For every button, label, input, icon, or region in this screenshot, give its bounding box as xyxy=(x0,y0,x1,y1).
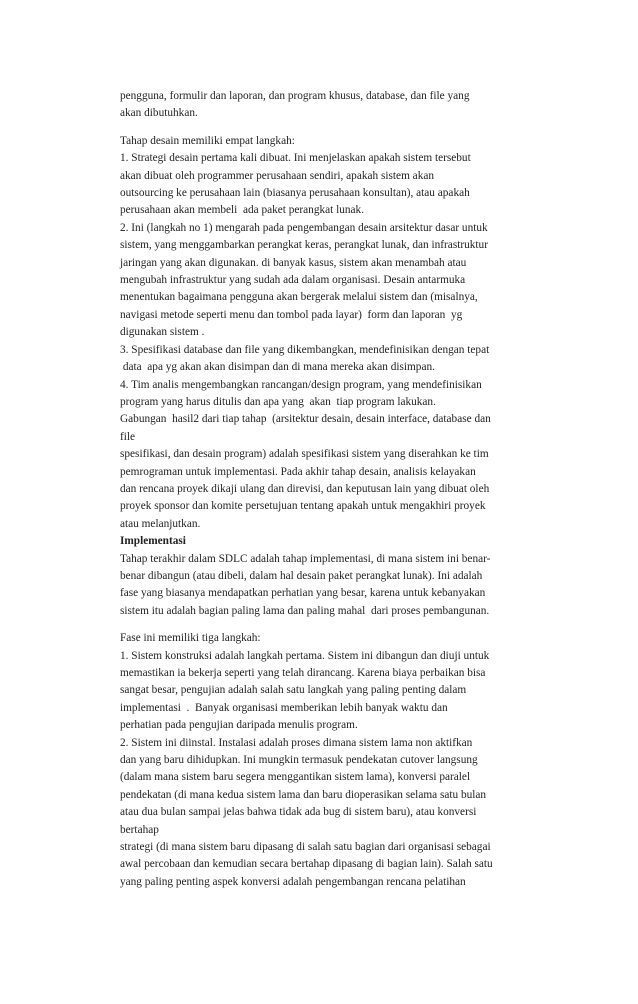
text-line: outsourcing ke perusahaan lain (biasanya perusahaan konsultan), atau apakah xyxy=(120,187,470,200)
text-line: atau melanjutkan. xyxy=(120,517,201,530)
text-line: atau dua bulan sampai jelas bahwa tidak ada bug di sistem baru), atau konversi xyxy=(120,806,477,819)
text-line: jaringan yang akan digunakan. di banyak kasus, sistem akan menambah atau xyxy=(120,256,467,269)
text-line: perusahaan akan membeli ada paket perangkat lunak. xyxy=(120,204,365,217)
text-line: fase yang biasanya mendapatkan perhatian yang besar, karena untuk kebanyakan xyxy=(120,587,486,600)
text-line: 1. Sistem konstruksi adalah langkah pertama. Sistem ini dibangun dan diuji untuk xyxy=(120,649,490,662)
text-line: program yang harus ditulis dan apa yang akan tiap program lakukan. xyxy=(120,395,436,408)
text-line: Fase ini memiliki tiga langkah: xyxy=(120,632,261,645)
paragraph-design-steps xyxy=(120,133,560,533)
text-line: navigasi metode seperti menu dan tombol pada layar) form dan laporan yg xyxy=(120,308,463,321)
text-line: pengguna, formulir dan laporan, dan program khusus, database, dan file yang xyxy=(120,90,470,102)
paragraph-implementation xyxy=(120,551,560,621)
text-line: akan dibutuhkan. xyxy=(120,107,198,120)
text-line: strategi (di mana sistem baru dipasang di salah satu bagian dari organisasi sebagai xyxy=(120,841,491,854)
text-line: implementasi . Banyak organisasi memberikan lebih banyak waktu dan xyxy=(120,701,448,714)
text-line: mengubah infrastruktur yang sudah ada dalam organisasi. Desain antarmuka xyxy=(120,274,466,287)
text-line: Gabungan hasil2 dari tiap tahap (arsitektur desain, desain interface, database dan xyxy=(120,413,491,426)
text-line: 2. Ini (langkah no 1) mengarah pada pengembangan desain arsitektur dasar untuk xyxy=(120,221,488,234)
text-line: sistem itu adalah bagian paling lama dan paling mahal dari proses pembangunan. xyxy=(120,604,490,617)
text-line: menentukan bagaimana pengguna akan bergerak melalui sistem dan (misalnya, xyxy=(120,291,478,304)
text-line: 3. Spesifikasi database dan file yang dikembangkan, mendefinisikan dengan tepat xyxy=(120,343,490,356)
text-line: yang paling penting aspek konversi adalah pengembangan rencana pelatihan xyxy=(120,875,466,888)
text-line: proyek sponsor dan komite persetujuan tentang apakah untuk mengakhiri proyek xyxy=(120,500,486,513)
text-line: (dalam mana sistem baru segera menggantikan sistem lama), konversi paralel xyxy=(120,771,471,784)
text-line: awal percobaan dan kemudian secara bertahap dipasang di bagian lain). Salah satu xyxy=(120,858,493,871)
text-line: spesifikasi, dan desain program) adalah spesifikasi sistem yang diserahkan ke tim xyxy=(120,448,489,461)
text-line: pemrograman untuk implementasi. Pada akhir tahap desain, analisis kelayakan xyxy=(120,465,476,478)
text-line: 1. Strategi desain pertama kali dibuat. Ini menjelaskan apakah sistem tersebut xyxy=(120,152,471,165)
text-line: Tahap terakhir dalam SDLC adalah tahap implementasi, di mana sistem ini benar- xyxy=(120,552,491,565)
text-line: sangat besar, pengujian adalah salah satu langkah yang paling penting dalam xyxy=(120,684,467,697)
text-line: 2. Sistem ini diinstal. Instalasi adalah proses dimana sistem lama non aktifkan xyxy=(120,736,473,749)
section-heading-implementasi: Implementasi xyxy=(120,535,186,548)
text-line: Tahap desain memiliki empat langkah: xyxy=(120,134,295,147)
text-line: dan rencana proyek dikaji ulang dan direvisi, dan keputusan lain yang dibuat oleh xyxy=(120,482,490,495)
text-line: benar dibangun (atau dibeli, dalam hal desain paket perangkat lunak). Ini adalah xyxy=(120,569,483,582)
text-line: file xyxy=(120,430,136,443)
text-line: pendekatan (di mana kedua sistem lama dan baru dioperasikan selama satu bulan xyxy=(120,788,487,801)
text-line: perhatian pada pengujian daripada menulis program. xyxy=(120,719,358,732)
document-body xyxy=(120,88,560,891)
text-line: 4. Tim analis mengembangkan rancangan/design program, yang mendefinisikan xyxy=(120,378,482,391)
text-line: dan yang baru dihidupkan. Ini mungkin termasuk pendekatan cutover langsung xyxy=(120,754,478,767)
paragraph-implementation-steps xyxy=(120,630,560,891)
paragraph-intro xyxy=(120,88,560,123)
text-line: digunakan sistem . xyxy=(120,326,205,339)
text-line: data apa yg akan akan disimpan dan di mana mereka akan disimpan. xyxy=(120,361,435,374)
text-line: sistem, yang menggambarkan perangkat keras, perangkat lunak, dan infrastruktur xyxy=(120,239,488,252)
text-line: akan dibuat oleh programmer perusahaan sendiri, apakah sistem akan xyxy=(120,169,435,182)
text-line: bertahap xyxy=(120,823,159,836)
text-line: memastikan ia bekerja seperti yang telah dirancang. Karena biaya perbaikan bisa xyxy=(120,667,486,679)
